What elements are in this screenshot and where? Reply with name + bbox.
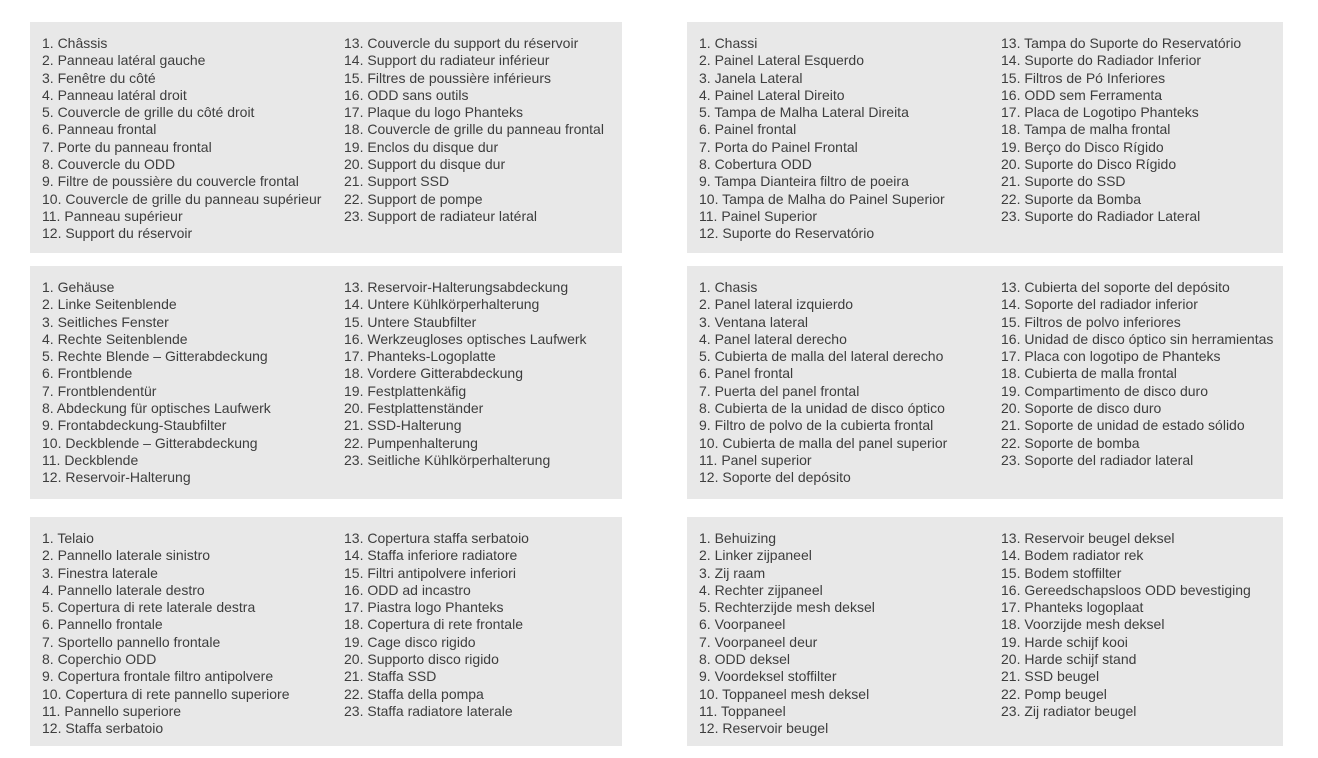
list-item: 2. Panneau latéral gauche bbox=[42, 52, 206, 69]
list-item: 18. Couvercle de grille du panneau frontal bbox=[344, 121, 604, 138]
list-item: 13. Cubierta del soporte del depósito bbox=[1001, 279, 1230, 295]
parts-column-1 bbox=[42, 530, 344, 746]
list-item: 2. Painel Lateral Esquerdo bbox=[699, 52, 864, 69]
list-item: 16. Gereedschapsloos ODD bevestiging bbox=[1001, 581, 1251, 598]
list-item: 23. Seitliche Kühlkörperhalterung bbox=[344, 451, 551, 468]
list-item: 17. Phanteks-Logoplatte bbox=[344, 348, 496, 365]
parts-column-2 bbox=[344, 530, 612, 746]
list-item: 6. Panneau frontal bbox=[42, 121, 157, 138]
list-item: 8. Coperchio ODD bbox=[42, 651, 157, 668]
list-item: 3. Seitliches Fenster bbox=[42, 313, 169, 330]
list-item: 4. Painel Lateral Direito bbox=[699, 86, 845, 103]
list-item: 10. Couvercle de grille du panneau supérieur bbox=[42, 190, 322, 207]
parts-column-2 bbox=[1001, 530, 1273, 746]
list-item: 13. Copertura staffa serbatoio bbox=[344, 530, 529, 546]
list-item: 10. Cubierta de malla del panel superior bbox=[699, 434, 948, 451]
list-item: 3. Janela Lateral bbox=[699, 69, 803, 86]
list-item: 7. Porta do Painel Frontal bbox=[699, 138, 858, 155]
list-item: 16. ODD sem Ferramenta bbox=[1001, 86, 1163, 103]
list-item: 23. Suporte do Radiador Lateral bbox=[1001, 207, 1201, 224]
list-item: 1. Gehäuse bbox=[42, 279, 115, 295]
list-item: 20. Festplattenständer bbox=[344, 400, 484, 417]
parts-column-2 bbox=[344, 35, 612, 253]
list-item: 22. Pumpenhalterung bbox=[344, 434, 478, 451]
list-item: 11. Panel superior bbox=[699, 451, 812, 468]
list-item: 3. Zij raam bbox=[699, 564, 766, 581]
list-item: 19. Harde schijf kooi bbox=[1001, 633, 1128, 650]
list-item: 3. Ventana lateral bbox=[699, 313, 808, 330]
list-item: 3. Fenêtre du côté bbox=[42, 69, 156, 86]
parts-column-1 bbox=[699, 279, 1001, 499]
list-item: 6. Pannello frontale bbox=[42, 616, 163, 633]
list-item: 13. Tampa do Suporte do Reservatório bbox=[1001, 35, 1242, 51]
list-item: 10. Tampa de Malha do Painel Superior bbox=[699, 190, 945, 207]
list-item: 9. Voordeksel stoffilter bbox=[699, 668, 837, 685]
list-item: 6. Panel frontal bbox=[699, 365, 794, 382]
list-item: 9. Copertura frontale filtro antipolvere bbox=[42, 668, 274, 685]
parts-list-panel-german bbox=[30, 266, 622, 499]
list-item: 21. SSD-Halterung bbox=[344, 417, 462, 434]
list-item: 5. Tampa de Malha Lateral Direita bbox=[699, 104, 909, 121]
list-item: 5. Rechterzijde mesh deksel bbox=[699, 599, 875, 616]
list-item: 19. Berço do Disco Rígido bbox=[1001, 138, 1164, 155]
list-item: 13. Couvercle du support du réservoir bbox=[344, 35, 579, 51]
list-item: 23. Soporte del radiador lateral bbox=[1001, 451, 1194, 468]
list-item: 17. Placa con logotipo de Phanteks bbox=[1001, 348, 1221, 365]
list-item: 12. Soporte del depósito bbox=[699, 469, 851, 486]
list-item: 7. Frontblendentür bbox=[42, 382, 157, 399]
list-item: 13. Reservoir-Halterungsabdeckung bbox=[344, 279, 569, 295]
list-item: 23. Staffa radiatore laterale bbox=[344, 702, 513, 719]
list-item: 7. Puerta del panel frontal bbox=[699, 382, 860, 399]
list-item: 20. Supporto disco rigido bbox=[344, 651, 499, 668]
list-item: 22. Pomp beugel bbox=[1001, 685, 1107, 702]
list-item: 18. Vordere Gitterabdeckung bbox=[344, 365, 524, 382]
list-item: 4. Rechter zijpaneel bbox=[699, 581, 823, 598]
list-item: 20. Support du disque dur bbox=[344, 156, 506, 173]
list-item: 2. Linke Seitenblende bbox=[42, 296, 177, 313]
list-item: 15. Untere Staubfilter bbox=[344, 313, 477, 330]
list-item: 1. Châssis bbox=[42, 35, 108, 51]
parts-column-1 bbox=[699, 35, 1001, 253]
list-item: 6. Voorpaneel bbox=[699, 616, 786, 633]
list-item: 14. Support du radiateur inférieur bbox=[344, 52, 550, 69]
list-item: 8. Cubierta de la unidad de disco óptico bbox=[699, 400, 945, 417]
list-item: 23. Zij radiator beugel bbox=[1001, 702, 1137, 719]
list-item: 11. Painel Superior bbox=[699, 207, 818, 224]
list-item: 9. Filtro de polvo de la cubierta frontal bbox=[699, 417, 934, 434]
list-item: 19. Compartimento de disco duro bbox=[1001, 382, 1208, 399]
list-item: 8. Couvercle du ODD bbox=[42, 156, 176, 173]
list-item: 17. Piastra logo Phanteks bbox=[344, 599, 504, 616]
list-item: 12. Support du réservoir bbox=[42, 225, 193, 242]
list-item: 15. Filtres de poussière inférieurs bbox=[344, 69, 551, 86]
list-item: 10. Deckblende – Gitterabdeckung bbox=[42, 434, 258, 451]
parts-list-panel-french bbox=[30, 22, 622, 253]
list-item: 11. Pannello superiore bbox=[42, 702, 182, 719]
list-item: 14. Bodem radiator rek bbox=[1001, 547, 1144, 564]
list-item: 18. Cubierta de malla frontal bbox=[1001, 365, 1177, 382]
list-item: 14. Soporte del radiador inferior bbox=[1001, 296, 1198, 313]
parts-column-2 bbox=[1001, 279, 1273, 499]
list-item: 13. Reservoir beugel deksel bbox=[1001, 530, 1175, 546]
parts-column-1 bbox=[699, 530, 1001, 746]
parts-column-1 bbox=[42, 35, 344, 253]
list-item: 16. ODD sans outils bbox=[344, 86, 469, 103]
list-item: 20. Soporte de disco duro bbox=[1001, 400, 1162, 417]
list-item: 12. Suporte do Reservatório bbox=[699, 225, 875, 242]
list-item: 20. Suporte do Disco Rígido bbox=[1001, 156, 1177, 173]
list-item: 8. Cobertura ODD bbox=[699, 156, 812, 173]
list-item: 16. Werkzeugloses optisches Laufwerk bbox=[344, 330, 587, 347]
list-item: 11. Deckblende bbox=[42, 451, 139, 468]
parts-column-1 bbox=[42, 279, 344, 499]
list-item: 6. Painel frontal bbox=[699, 121, 797, 138]
list-item: 4. Pannello laterale destro bbox=[42, 581, 205, 598]
parts-column-2 bbox=[344, 279, 612, 499]
list-item: 19. Enclos du disque dur bbox=[344, 138, 499, 155]
list-item: 22. Suporte da Bomba bbox=[1001, 190, 1142, 207]
list-item: 18. Copertura di rete frontale bbox=[344, 616, 523, 633]
list-item: 6. Frontblende bbox=[42, 365, 133, 382]
parts-list-panel-italian bbox=[30, 517, 622, 746]
list-item: 22. Staffa della pompa bbox=[344, 685, 484, 702]
list-item: 21. Staffa SSD bbox=[344, 668, 437, 685]
list-item: 20. Harde schijf stand bbox=[1001, 651, 1137, 668]
list-item: 12. Reservoir beugel bbox=[699, 720, 829, 737]
list-item: 8. ODD deksel bbox=[699, 651, 791, 668]
parts-list-panel-spanish bbox=[687, 266, 1283, 499]
list-item: 11. Toppaneel bbox=[699, 702, 786, 719]
list-item: 5. Rechte Blende – Gitterabdeckung bbox=[42, 348, 268, 365]
list-item: 17. Placa de Logotipo Phanteks bbox=[1001, 104, 1199, 121]
list-item: 1. Behuizing bbox=[699, 530, 777, 546]
list-item: 16. ODD ad incastro bbox=[344, 581, 471, 598]
list-item: 15. Filtros de polvo inferiores bbox=[1001, 313, 1181, 330]
list-item: 7. Porte du panneau frontal bbox=[42, 138, 212, 155]
list-item: 7. Voorpaneel deur bbox=[699, 633, 818, 650]
list-item: 21. SSD beugel bbox=[1001, 668, 1100, 685]
list-item: 15. Bodem stoffilter bbox=[1001, 564, 1122, 581]
list-item: 21. Suporte do SSD bbox=[1001, 173, 1126, 190]
list-item: 12. Reservoir-Halterung bbox=[42, 469, 191, 486]
list-item: 9. Filtre de poussière du couvercle frontal bbox=[42, 173, 299, 190]
parts-list-panel-dutch bbox=[687, 517, 1283, 746]
list-item: 10. Toppaneel mesh deksel bbox=[699, 685, 870, 702]
list-item: 1. Chasis bbox=[699, 279, 758, 295]
list-item: 15. Filtri antipolvere inferiori bbox=[344, 564, 516, 581]
list-item: 2. Panel lateral izquierdo bbox=[699, 296, 854, 313]
list-item: 5. Couvercle de grille du côté droit bbox=[42, 104, 255, 121]
list-item: 3. Finestra laterale bbox=[42, 564, 158, 581]
parts-list-panel-portuguese bbox=[687, 22, 1283, 253]
list-item: 23. Support de radiateur latéral bbox=[344, 207, 538, 224]
list-item: 4. Panneau latéral droit bbox=[42, 86, 187, 103]
list-item: 7. Sportello pannello frontale bbox=[42, 633, 221, 650]
list-item: 9. Tampa Dianteira filtro de poeira bbox=[699, 173, 909, 190]
list-item: 9. Frontabdeckung-Staubfilter bbox=[42, 417, 227, 434]
list-item: 1. Telaio bbox=[42, 530, 94, 546]
list-item: 8. Abdeckung für optisches Laufwerk bbox=[42, 400, 271, 417]
list-item: 12. Staffa serbatoio bbox=[42, 720, 164, 737]
list-item: 5. Copertura di rete laterale destra bbox=[42, 599, 256, 616]
list-item: 14. Staffa inferiore radiatore bbox=[344, 547, 518, 564]
list-item: 19. Cage disco rigido bbox=[344, 633, 476, 650]
list-item: 18. Voorzijde mesh deksel bbox=[1001, 616, 1165, 633]
list-item: 2. Linker zijpaneel bbox=[699, 547, 812, 564]
list-item: 11. Panneau supérieur bbox=[42, 207, 183, 224]
list-item: 14. Untere Kühlkörperhalterung bbox=[344, 296, 540, 313]
list-item: 17. Plaque du logo Phanteks bbox=[344, 104, 524, 121]
list-item: 18. Tampa de malha frontal bbox=[1001, 121, 1171, 138]
list-item: 22. Support de pompe bbox=[344, 190, 483, 207]
list-item: 4. Panel lateral derecho bbox=[699, 330, 847, 347]
list-item: 5. Cubierta de malla del lateral derecho bbox=[699, 348, 944, 365]
list-item: 16. Unidad de disco óptico sin herramientas bbox=[1001, 330, 1274, 347]
list-item: 4. Rechte Seitenblende bbox=[42, 330, 188, 347]
list-item: 19. Festplattenkäfig bbox=[344, 382, 467, 399]
list-item: 14. Suporte do Radiador Inferior bbox=[1001, 52, 1202, 69]
list-item: 1. Chassi bbox=[699, 35, 758, 51]
list-item: 21. Support SSD bbox=[344, 173, 450, 190]
list-item: 2. Pannello laterale sinistro bbox=[42, 547, 211, 564]
list-item: 10. Copertura di rete pannello superiore bbox=[42, 685, 290, 702]
parts-column-2 bbox=[1001, 35, 1273, 253]
list-item: 21. Soporte de unidad de estado sólido bbox=[1001, 417, 1245, 434]
list-item: 15. Filtros de Pó Inferiores bbox=[1001, 69, 1166, 86]
list-item: 22. Soporte de bomba bbox=[1001, 434, 1140, 451]
list-item: 17. Phanteks logoplaat bbox=[1001, 599, 1144, 616]
